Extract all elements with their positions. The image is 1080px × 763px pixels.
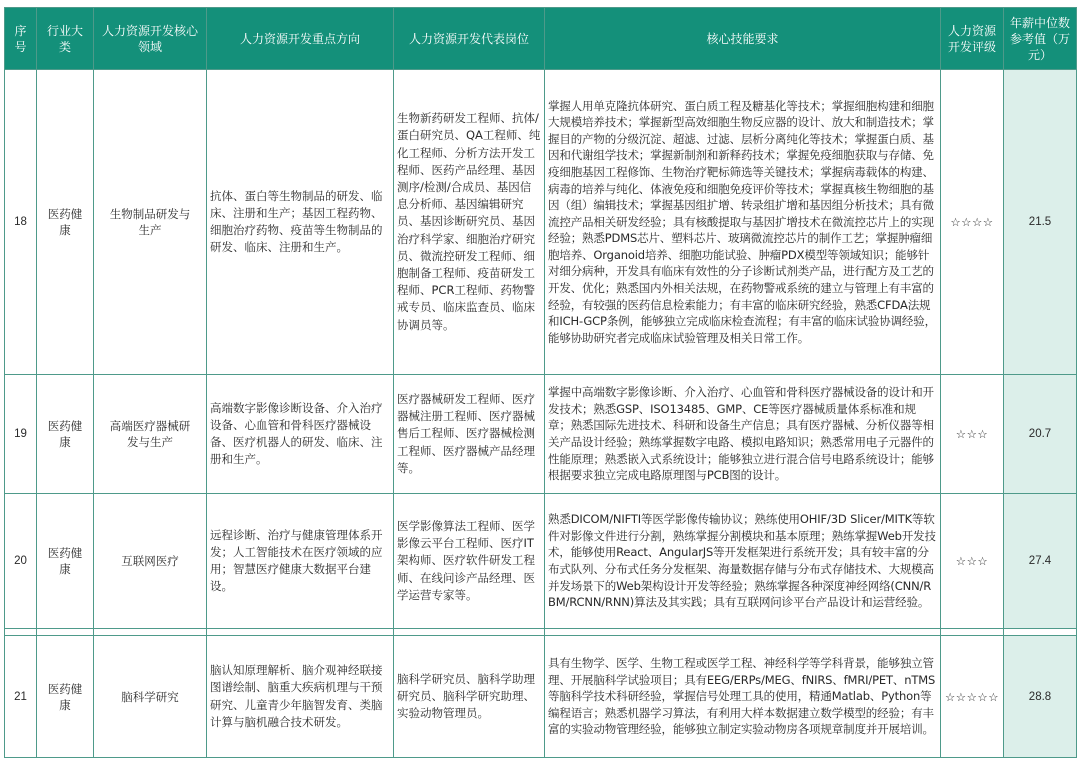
cell-industry: 医药健康	[37, 70, 94, 375]
table-row	[5, 70, 1077, 375]
cell-seq: 20	[5, 494, 37, 629]
table-row	[5, 494, 1077, 629]
cell-positions: 脑科学研究员、脑科学助理研究员、脑科学研究助理、实验动物管理员。	[394, 636, 545, 758]
cell-industry: 医药健康	[37, 375, 94, 494]
header-seq: 序号	[5, 8, 37, 70]
cell-skills: 掌握中高端数字影像诊断、介入治疗、心血管和骨科医疗器械设备的设计和开发技术；熟悉GSP、ISO13485、GMP、CE等医疗器械质量体系标准和规章；熟悉国际先进技术、科研和设备生产信息；具有医疗器械、分析仪器等相关产品设计经验；熟练掌握数字电路、模拟电路知识；熟悉常用电子元器件的性能原理；熟悉嵌入式系统设计；能够独立进行混合信号电路系统设计；能够根据要求独立完成电路原理图与PCB图的设计。	[545, 375, 941, 494]
rating-stars: ☆☆☆	[941, 494, 1004, 629]
cell-direction: 抗体、蛋白等生物制品的研发、临床、注册和生产；基因工程药物、细胞治疗药物、疫苗等生物制品的研发、临床、注册和生产。	[207, 70, 394, 375]
cell-positions: 医学影像算法工程师、医学影像云平台工程师、医疗IT架构师、医疗软件研发工程师、在线问诊产品经理、医学运营专家等。	[394, 494, 545, 629]
header-rating: 人力资源开发评级	[941, 8, 1004, 70]
header-industry: 行业大类	[37, 8, 94, 70]
header-domain: 人力资源开发核心领域	[94, 8, 207, 70]
cell-domain: 互联网医疗	[94, 494, 207, 629]
cell-domain: 生物制品研发与生产	[94, 70, 207, 375]
rating-stars: ☆☆☆☆	[941, 70, 1004, 375]
cell-salary: 27.4	[1004, 494, 1077, 629]
cell-direction: 远程诊断、治疗与健康管理体系开发；人工智能技术在医疗领域的应用；智慧医疗健康大数据平台建设。	[207, 494, 394, 629]
header-positions: 人力资源开发代表岗位	[394, 8, 545, 70]
cell-skills: 具有生物学、医学、生物工程或医学工程、神经科学等学科背景，能够独立管理、开展脑科学试验项目；具有EEG/ERPs/MEG、fNIRS、fMRI/PET、nTMS等脑科学技术科研经验，掌握信号处理工具的使用，精通Matlab、Python等编程语言；熟悉机器学习算法，有利用大样本数据建立数学模型的经验；有丰富的实验动物管理经验，能够独立制定实验动物房各项规章制度并开展培训。	[545, 636, 941, 758]
talent-table	[4, 7, 1077, 758]
rating-stars: ☆☆☆	[941, 375, 1004, 494]
cell-seq: 21	[5, 636, 37, 758]
cell-direction: 高端数字影像诊断设备、介入治疗设备、心血管和骨科医疗器械设备、医疗机器人的研发、临床、注册和生产。	[207, 375, 394, 494]
header-row	[5, 8, 1077, 70]
cell-domain: 脑科学研究	[94, 636, 207, 758]
rating-stars: ☆☆☆☆☆	[941, 636, 1004, 758]
table-row	[5, 636, 1077, 758]
cell-skills: 熟悉DICOM/NIFTI等医学影像传输协议；熟练使用OHIF/3D Slicer/MITK等软件对影像文件进行分割，熟练掌握分割模块和基本原理；熟练掌握Web开发技术，能够使用React、AngularJS等开发框架进行系统开发；具有较丰富的分布式队列、分布式任务分发框架、海量数据存储与分布式存储技术、大规模高并发场景下的Web架构设计开发等经验；熟练掌握各种深度神经网络(CNN/RBM/RCNN/RNN)算法及其实践；具有互联网问诊平台产品设计和运营经验。	[545, 494, 941, 629]
cell-salary: 21.5	[1004, 70, 1077, 375]
header-skills: 核心技能要求	[545, 8, 941, 70]
cell-skills: 掌握人用单克隆抗体研究、蛋白质工程及糖基化等技术；掌握细胞构建和细胞大规模培养技术；掌握新型高效细胞生物反应器的设计、放大和制造技术；掌握目的产物的分级沉淀、超滤、过滤、层析分离纯化等技术；掌握蛋白质、基因和代谢组学技术；掌握新制剂和新释药技术；掌握免疫细胞获取与存储、免疫细胞基因工程修饰、生物治疗靶标筛选等关键技术；掌握病毒载体的构建、病毒的培养与纯化、体液免疫和细胞免疫评价等技术；掌握真核生物细胞的基因（组）编辑技术；掌握基因组扩增、转录组扩增和基因组分析技术；具有微流控产品相关研发经验；具有核酸提取与基因扩增技术在微流控芯片上的实现经验；熟悉PDMS芯片、塑料芯片、玻璃微流控芯片的制作工艺；掌握肿瘤细胞培养、Organoid培养、细胞功能试验、肿瘤PDX模型等领域知识；能够针对细分病种，开发具有临床有效性的分子诊断试剂类产品，进行配方及工艺的开发、优化；熟悉国内外相关法规，在药物警戒系统的建立与管理上有丰富的经验，有较强的医药信息检索能力；有丰富的临床研究经验，熟悉CFDA法规和ICH-GCP条例，能够独立完成临床检查流程；有丰富的临床试验协调经验，能够协助研究者完成临床试验管理及相关日常工作。	[545, 70, 941, 375]
row-spacer	[5, 629, 1077, 636]
cell-direction: 脑认知原理解析、脑介观神经联接图谱绘制、脑重大疾病机理与干预研究、儿童青少年脑智发育、类脑计算与脑机融合技术研发。	[207, 636, 394, 758]
cell-seq: 19	[5, 375, 37, 494]
header-salary: 年薪中位数参考值（万元）	[1004, 8, 1077, 70]
cell-positions: 生物新药研发工程师、抗体/蛋白研究员、QA工程师、纯化工程师、分析方法开发工程师、医药产品经理、基因测序/检测/合成员、基因信息分析师、基因编辑研究员、基因诊断研究员、基因治疗科学家、细胞治疗研究员、微流控研发工程师、细胞制备工程师、疫苗研发工程师、PCR工程师、药物警戒专员、临床监查员、临床协调员等。	[394, 70, 545, 375]
cell-industry: 医药健康	[37, 636, 94, 758]
cell-industry: 医药健康	[37, 494, 94, 629]
cell-salary: 20.7	[1004, 375, 1077, 494]
table-row	[5, 375, 1077, 494]
cell-salary: 28.8	[1004, 636, 1077, 758]
cell-positions: 医疗器械研发工程师、医疗器械注册工程师、医疗器械售后工程师、医疗器械检测工程师、医疗器械产品经理等。	[394, 375, 545, 494]
header-direction: 人力资源开发重点方向	[207, 8, 394, 70]
cell-domain: 高端医疗器械研发与生产	[94, 375, 207, 494]
cell-seq: 18	[5, 70, 37, 375]
